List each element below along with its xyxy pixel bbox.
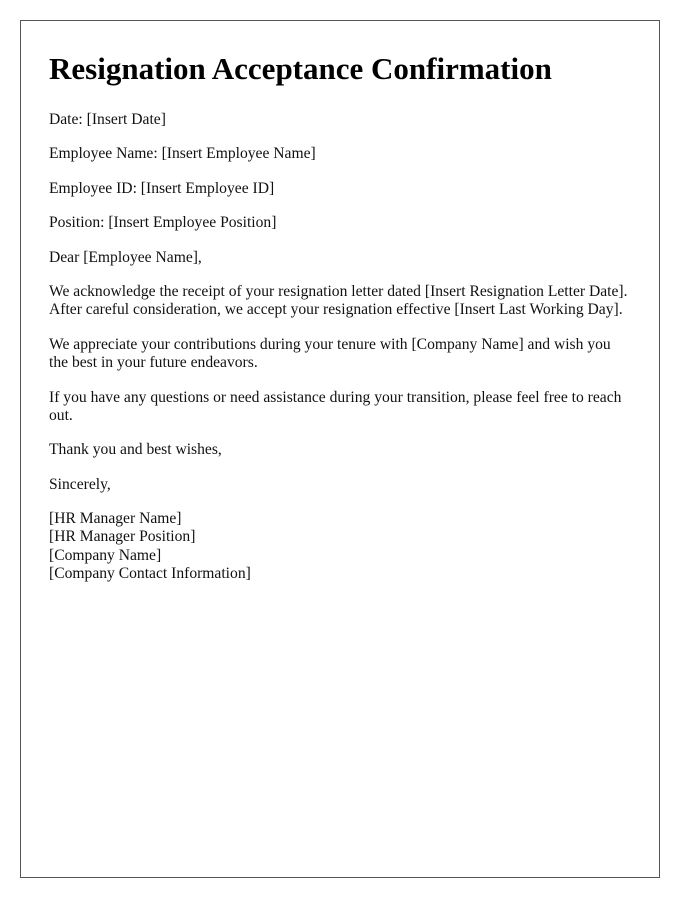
letter-page [20,20,660,878]
signature-hr-manager-position: [HR Manager Position] [49,528,196,546]
employee-name-line: Employee Name: [Insert Employee Name] [49,145,316,163]
body-paragraph-acknowledgement: We acknowledge the receipt of your resignation letter dated [Insert Resignation Letter Date]. After careful consideration, we accept your resignation effective [Insert Last Working Day]. [49,283,628,319]
signature-hr-manager-name: [HR Manager Name] [49,510,182,528]
salutation: Dear [Employee Name], [49,248,202,266]
body-paragraph-assistance: If you have any questions or need assistance during your transition, please feel free to reach out. [49,388,622,425]
letter-content [49,49,633,583]
signature-block [49,510,633,583]
body-paragraph-appreciation: We appreciate your contributions during your tenure with [Company Name] and wish you the best in your future endeavors. [49,335,611,372]
signature-company-contact: [Company Contact Information] [49,564,251,582]
employee-id-line: Employee ID: [Insert Employee ID] [49,179,275,197]
closing-thanks: Thank you and best wishes, [49,441,222,459]
date-line: Date: [Insert Date] [49,111,166,128]
position-line: Position: [Insert Employee Position] [49,214,277,232]
letter-title: Resignation Acceptance Confirmation [49,51,552,86]
signature-company-name: [Company Name] [49,546,162,564]
sign-off: Sincerely, [49,475,111,493]
